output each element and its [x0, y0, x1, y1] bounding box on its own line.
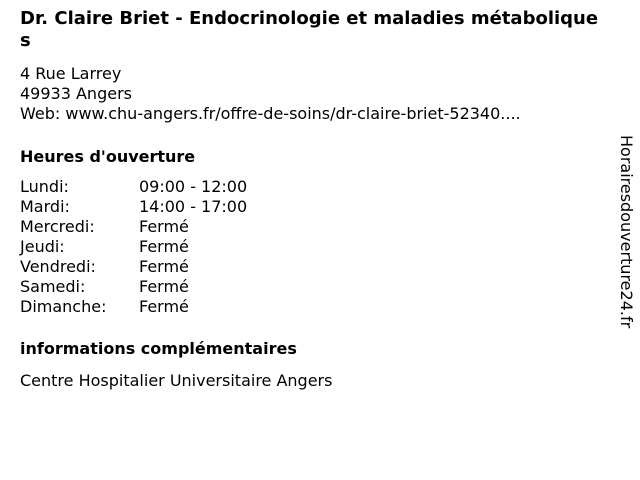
hours-row-monday [20, 177, 600, 197]
hours-time: 09:00 - 12:00 [139, 177, 248, 196]
hours-day: Mercredi: [20, 217, 95, 236]
hours-day: Vendredi: [20, 257, 96, 276]
hours-row-wednesday [20, 217, 600, 237]
site-watermark: Horairesdouverture24.fr [617, 135, 636, 329]
hours-row-thursday [20, 237, 600, 257]
hours-heading: Heures d'ouverture [20, 147, 196, 166]
hours-day: Lundi: [20, 177, 69, 196]
hours-day: Mardi: [20, 197, 70, 216]
hours-table [20, 177, 600, 317]
business-card [20, 8, 600, 391]
business-title: Dr. Claire Briet - Endocrinologie et maladies métaboliques [20, 8, 599, 51]
hours-time: 14:00 - 17:00 [139, 197, 248, 216]
hours-day: Jeudi: [20, 237, 65, 256]
hours-row-sunday [20, 297, 600, 317]
address-city: 49933 Angers [20, 84, 132, 103]
hours-time: Fermé [139, 217, 189, 236]
info-text: Centre Hospitalier Universitaire Angers [20, 371, 333, 390]
hours-row-tuesday [20, 197, 600, 217]
hours-day: Samedi: [20, 277, 86, 296]
address-street: 4 Rue Larrey [20, 64, 122, 83]
hours-time: Fermé [139, 257, 189, 276]
info-heading: informations complémentaires [20, 339, 297, 358]
address-block [20, 64, 600, 124]
hours-time: Fermé [139, 297, 189, 316]
hours-row-saturday [20, 277, 600, 297]
website-link[interactable]: Web: www.chu-angers.fr/offre-de-soins/dr-claire-briet-52340.... [20, 104, 521, 123]
hours-time: Fermé [139, 277, 189, 296]
hours-time: Fermé [139, 237, 189, 256]
hours-day: Dimanche: [20, 297, 107, 316]
hours-row-friday [20, 257, 600, 277]
